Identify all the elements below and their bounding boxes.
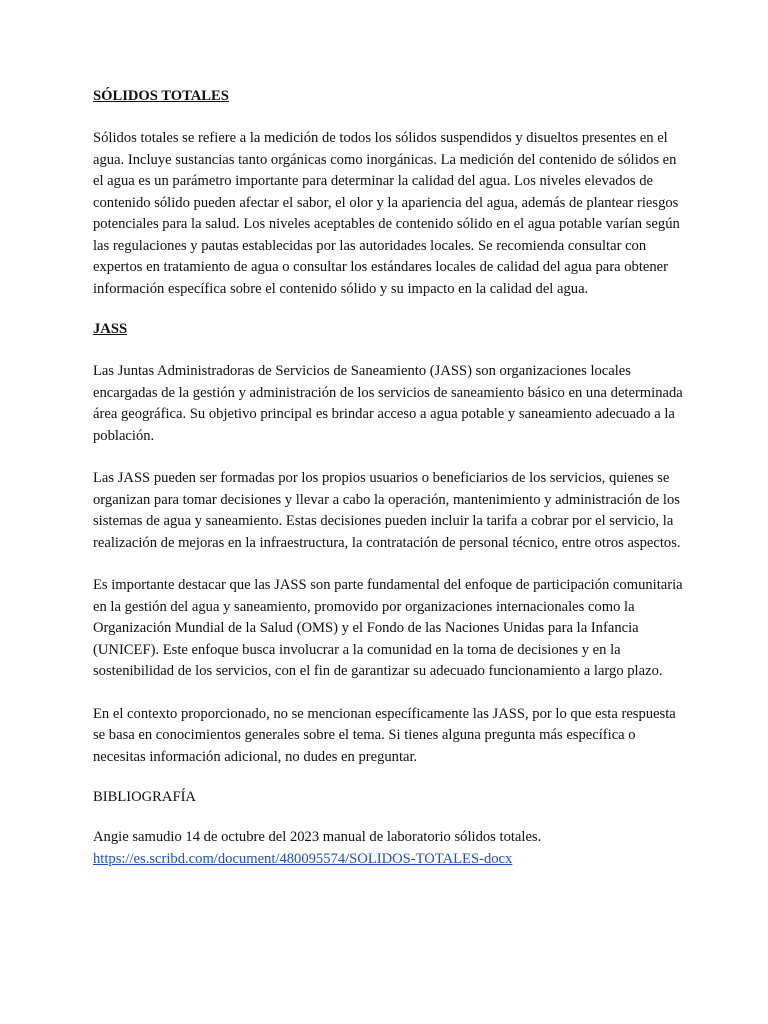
bibliography-link[interactable]: https://es.scribd.com/document/480095574/SOLIDOS-TOTALES-docx (93, 850, 513, 867)
document-body (93, 86, 685, 870)
paragraph-jass-2: Las JASS pueden ser formadas por los propios usuarios o beneficiarios de los servicios, quienes se organizan para tomar decisiones y llevar a cabo la operación, mantenimiento y administración de los sistemas de agua y saneamiento. Estas decisiones pueden incluir la tarifa a cobrar por el servicio, la realización de mejoras en la infraestructura, la contratación de personal técnico, entre otros aspectos. (93, 470, 681, 551)
paragraph-jass-4: En el contexto proporcionado, no se mencionan específicamente las JASS, por lo que esta respuesta se basa en conocimientos generales sobre el tema. Si tienes alguna pregunta más específica o necesitas información adicional, no dudes en preguntar. (93, 705, 676, 765)
bibliography-entry (93, 827, 685, 870)
section-heading-solidos-totales: SÓLIDOS TOTALES (93, 88, 229, 104)
section-heading-bibliografia: BIBLIOGRAFÍA (93, 789, 196, 805)
paragraph-jass-1: Las Juntas Administradoras de Servicios de Saneamiento (JASS) son organizaciones locales encargadas de la gestión y administración de los servicios de saneamiento básico en una determinada área geográfica. Su objetivo principal es brindar acceso a agua potable y saneamiento adecuado a la población. (93, 363, 683, 444)
section-heading-jass: JASS (93, 321, 128, 337)
bibliography-reference-text: Angie samudio 14 de octubre del 2023 manual de laboratorio sólidos totales. (93, 829, 542, 845)
paragraph-solidos-totales: Sólidos totales se refiere a la medición de todos los sólidos suspendidos y disueltos presentes en el agua. Incluye sustancias tanto orgánicas como inorgánicas. La medición del contenido de sólidos en el agua es un parámetro importante para determinar la calidad del agua. Los niveles elevados de contenido sólido pueden afectar el sabor, el olor y la apariencia del agua, además de plantear riesgos potenciales para la salud. Los niveles aceptables de contenido sólido en el agua potable varían según las regulaciones y pautas establecidas por las autoridades locales. Se recomienda consultar con expertos en tratamiento de agua o consultar los estándares locales de calidad del agua para obtener información específica sobre el contenido sólido y su impacto en la calidad del agua. (93, 130, 680, 297)
paragraph-jass-3: Es importante destacar que las JASS son parte fundamental del enfoque de participación comunitaria en la gestión del agua y saneamiento, promovido por organizaciones internacionales como la Organización Mundial de la Salud (OMS) y el Fondo de las Naciones Unidas para la Infancia (UNICEF). Este enfoque busca involucrar a la comunidad en la toma de decisiones y en la sostenibilidad de los servicios, con el fin de garantizar su adecuado funcionamiento a largo plazo. (93, 577, 683, 679)
